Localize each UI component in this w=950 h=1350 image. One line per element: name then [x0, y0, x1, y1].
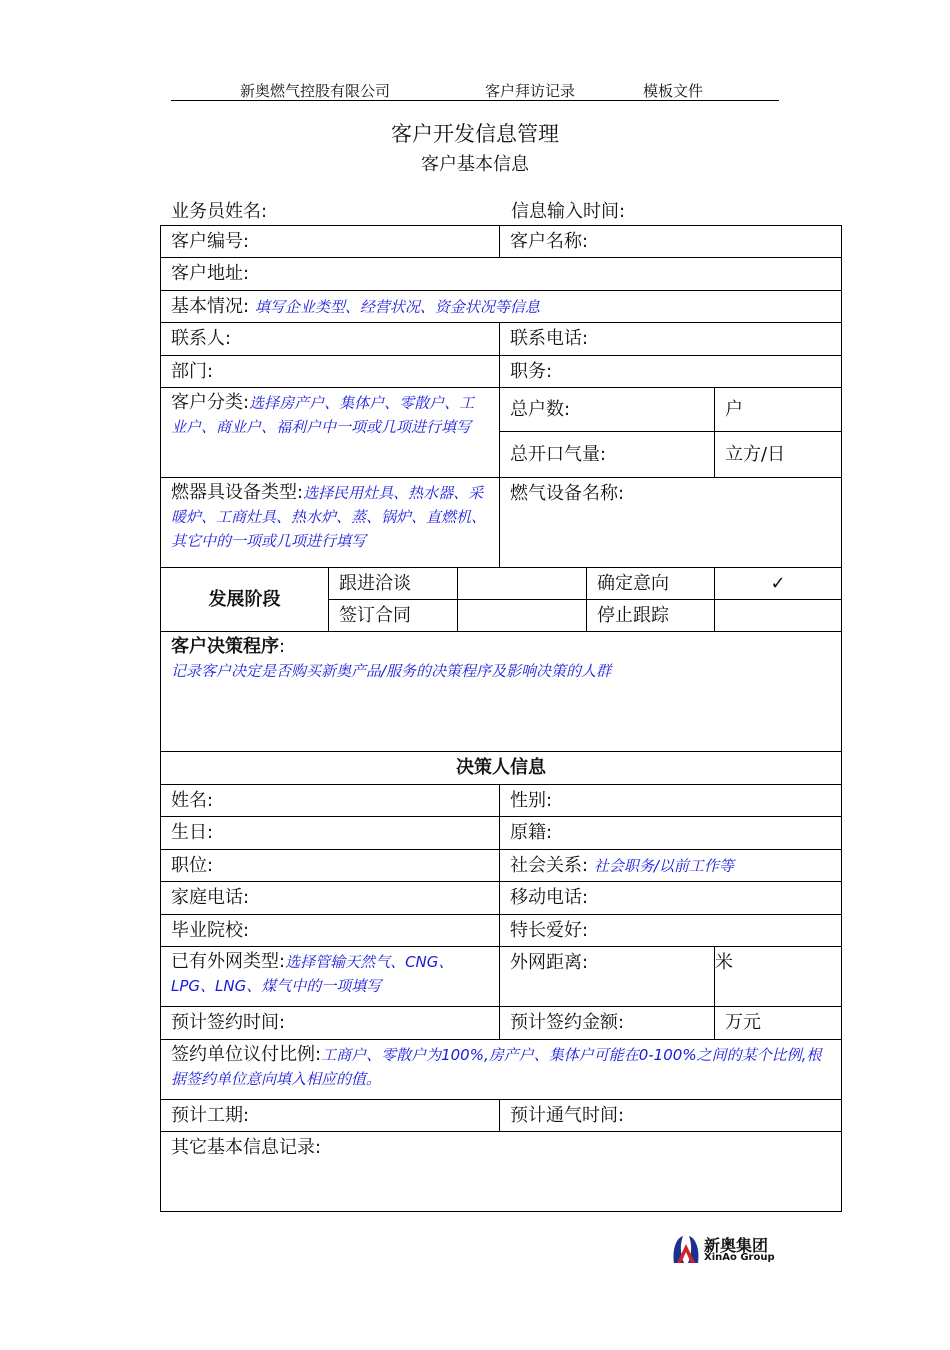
work-period-field[interactable]: 预计工期: [161, 1100, 500, 1132]
row-equipment [161, 478, 842, 568]
equipment-type-field[interactable] [161, 478, 500, 568]
situation-hint: 填写企业类型、经营状况、资金状况等信息 [254, 297, 540, 316]
total-households-field[interactable]: 总户数: [500, 388, 715, 432]
xinao-logo-icon [670, 1232, 702, 1266]
page-subtitle: 客户基本信息 [421, 154, 529, 175]
phone-field[interactable]: 联系电话: [500, 323, 842, 356]
header-doc-name: 客户拜访记录 [485, 82, 576, 100]
native-place-field[interactable]: 原籍: [500, 817, 842, 850]
address-field[interactable]: 客户地址: [161, 258, 842, 291]
page-title: 客户开发信息管理 [391, 122, 559, 146]
salesperson-label: 业务员姓名: [171, 201, 268, 222]
position-field[interactable]: 职务: [500, 356, 842, 388]
distance-unit: 米 [715, 947, 842, 1007]
row-school [161, 915, 842, 947]
dm-position-field[interactable]: 职位: [161, 850, 500, 882]
decision-colon: : [279, 636, 286, 657]
row-address [161, 258, 842, 291]
gender-field[interactable]: 性别: [500, 785, 842, 817]
network-label: 已有外网类型: [171, 951, 286, 972]
row-position [161, 850, 842, 882]
social-field[interactable] [500, 850, 842, 882]
decision-field[interactable] [161, 632, 842, 752]
total-gas-field[interactable]: 总开口气量: [500, 432, 715, 478]
header-company: 新奥燃气控股有限公司 [240, 82, 391, 100]
row-situation [161, 291, 842, 323]
social-label: 社会关系: [510, 854, 589, 876]
input-time-label: 信息输入时间: [511, 201, 626, 222]
other-info-field[interactable]: 其它基本信息记录: [161, 1132, 842, 1212]
situation-field[interactable] [161, 291, 842, 323]
social-hint: 社会职务/以前工作等 [593, 856, 734, 875]
row-category [161, 388, 842, 432]
row-work-period [161, 1100, 842, 1132]
gas-time-field[interactable]: 预计通气时间: [500, 1100, 842, 1132]
row-name [161, 785, 842, 817]
decision-maker-title: 决策人信息 [161, 752, 842, 785]
decision-label: 客户决策程序 [171, 636, 279, 657]
category-label: 客户分类: [171, 392, 250, 413]
header-doc-type: 模板文件 [643, 82, 704, 100]
row-network [161, 947, 842, 1007]
amount-unit: 万元 [715, 1007, 842, 1040]
category-hint: 选择房产户、集体户、零散户、工业户、商业户、福利户中一项或几项进行填写 [171, 394, 475, 436]
distance-field[interactable]: 外网距离: [500, 947, 715, 1007]
stage-sign-contract: 签订合同 [329, 600, 458, 632]
customer-name-field[interactable]: 客户名称: [500, 226, 842, 258]
row-sign-time [161, 1007, 842, 1040]
equipment-name-field[interactable]: 燃气设备名称: [500, 478, 842, 568]
birthday-field[interactable]: 生日: [161, 817, 500, 850]
stage-label: 发展阶段 [161, 568, 329, 632]
customer-info-form [160, 225, 842, 1212]
households-unit: 户 [715, 388, 842, 432]
ratio-label: 签约单位议付比例: [171, 1044, 322, 1065]
equipment-type-hint: 选择民用灶具、热水器、采暖炉、工商灶具、热水炉、蒸、锅炉、直燃机、其它中的一项或几项进行填写 [171, 484, 487, 550]
stage-sign-check[interactable] [458, 600, 587, 632]
stage-follow-up: 跟进洽谈 [329, 568, 458, 600]
contact-field[interactable]: 联系人: [161, 323, 500, 356]
stage-confirm-check[interactable]: ✓ [715, 568, 842, 600]
network-hint: 选择管输天然气、CNG、LPG、LNG、煤气中的一项填写 [171, 953, 454, 995]
stage-confirm-intent: 确定意向 [587, 568, 715, 600]
stage-follow-up-check[interactable] [458, 568, 587, 600]
xinao-logo [670, 1232, 780, 1268]
ratio-hint: 工商户、零散户为100%,房产户、集体户可能在0-100%之间的某个比例,根据签约单位意向填入相应的值。 [171, 1046, 822, 1088]
situation-label: 基本情况: [171, 295, 250, 317]
name-field[interactable]: 姓名: [161, 785, 500, 817]
stage-stop-check[interactable] [715, 600, 842, 632]
row-ratio [161, 1040, 842, 1100]
home-phone-field[interactable]: 家庭电话: [161, 882, 500, 915]
row-stage-1 [161, 568, 842, 600]
page-header [171, 78, 779, 101]
logo-text-en: XinAo Group [704, 1252, 775, 1263]
row-customer-no [161, 226, 842, 258]
mobile-field[interactable]: 移动电话: [500, 882, 842, 915]
gas-unit: 立方/日 [715, 432, 842, 478]
row-contact [161, 323, 842, 356]
sign-amount-field[interactable]: 预计签约金额: [500, 1007, 715, 1040]
decision-hint: 记录客户决定是否购买新奥产品/服务的决策程序及影响决策的人群 [171, 662, 612, 680]
network-field[interactable] [161, 947, 500, 1007]
ratio-field[interactable] [161, 1040, 842, 1100]
row-department [161, 356, 842, 388]
sign-time-field[interactable]: 预计签约时间: [161, 1007, 500, 1040]
customer-no-field[interactable]: 客户编号: [161, 226, 500, 258]
row-decision [161, 632, 842, 752]
row-decision-maker-title [161, 752, 842, 785]
logo-text-cn: 新奥集团 [704, 1236, 769, 1255]
school-field[interactable]: 毕业院校: [161, 915, 500, 947]
row-other [161, 1132, 842, 1212]
row-birthday [161, 817, 842, 850]
category-field[interactable] [161, 388, 500, 478]
equipment-type-label: 燃器具设备类型: [171, 482, 304, 503]
department-field[interactable]: 部门: [161, 356, 500, 388]
stage-stop-tracking: 停止跟踪 [587, 600, 715, 632]
row-home-phone [161, 882, 842, 915]
hobbies-field[interactable]: 特长爱好: [500, 915, 842, 947]
